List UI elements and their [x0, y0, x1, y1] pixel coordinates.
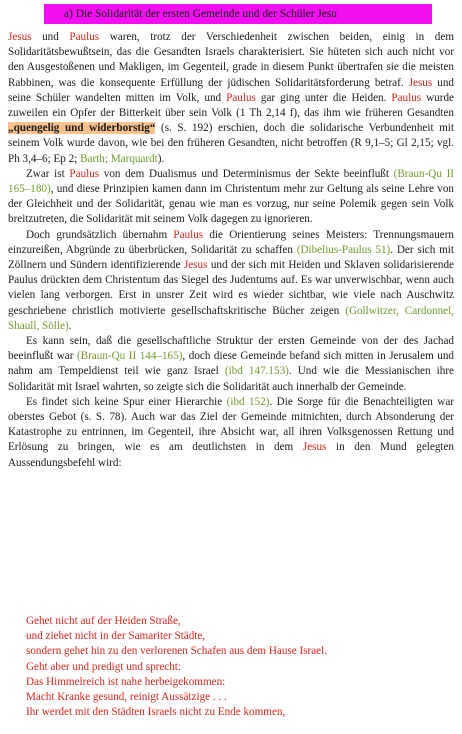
text-run: waren, trotz der Verschiedenheit zwischen beiden, einig in dem Solidaritätsbewußtsein, das die Gesandten Israels charakterisiert. Sie hüteten sich auch nicht vor den Ausgestoßenen und Makligen, im Gegenteil, grade in diesem Punkt übertrafen sie die meisten Rabbinen, was die konsequente Erfüllung der jüdischen Solidaritätsforderung betraf. [8, 31, 454, 89]
text-run: . [68, 319, 72, 332]
quote-line: sondern gehet hin zu den verlorenen Schafen aus dem Hause Israel. [26, 645, 327, 658]
person-name: Paulus [391, 91, 422, 104]
text-run: . Der sich mit Zöllnern und Sündern identifizierende [8, 243, 454, 272]
text-run: gar ging unter die Heiden. [255, 91, 392, 104]
person-name: Paulus [69, 31, 100, 43]
text-run: . Und wie die Messianischen ihre Solidarität mit Israel wahrten, so zeigte sich die Solidarität auch innerhalb der Gemeinde. [8, 365, 454, 393]
paragraph-3 [8, 228, 454, 334]
reference-citation: (ibd 152) [226, 395, 270, 408]
text-run: ). [157, 152, 165, 165]
paragraph-2 [8, 167, 454, 228]
text-run: . Die Sorge für die Benachteiligten war oberstes Gebot (s. S. 78). Auch war das Ziel der Gemeinde mitnichten, durch Absonderung der Katastrophe zu entrinnen, im Gegenteil, ihre Absicht war, all ihren Volksgenossen Rettung und Erlösung zu bringen, wie es am deutlichsten in dem [8, 395, 454, 454]
person-name: Jesus [408, 76, 433, 89]
text-run: in den Mund gelegten Aussendungsbefehl wird: [8, 441, 454, 469]
reference-citation: Barth; Marquardt [80, 152, 158, 165]
quote-line: Macht Kranke gesund, reinigt Aussätzige . . . [26, 691, 227, 704]
quote-line: und ziehet nicht in der Samariter Städte, [26, 630, 206, 643]
reference-citation: (Braun-Qu II 165–180) [8, 167, 455, 196]
text-run: Doch grundsätzlich übernahm [26, 228, 174, 241]
text-run: Es findet sich keine Spur einer Hierarchie [26, 395, 227, 408]
person-name: Paulus [173, 228, 204, 241]
quote-line: Gehet nicht auf der Heiden Straße, [26, 615, 181, 627]
paragraph-4 [8, 334, 454, 395]
quote-line: Geht aber und predigt und sprecht: [26, 660, 181, 673]
text-run: wurde zuweilen ein Opfer der Bitterkeit über sein Volk (1 Th 2,14 f), das ihm wie früheren Gesandten [8, 91, 454, 120]
text-run: die Orientierung seines Meisters: Trennungsmauern einzureißen, Abgründe zu überbrücken, Solidarität zu schaffen [8, 228, 454, 256]
person-name: Jesus [183, 259, 208, 272]
person-name: Jesus [302, 441, 327, 454]
person-name: Paulus [226, 91, 256, 104]
reference-citation: (Dibelius-Paulus 51) [296, 243, 391, 256]
person-name: Jesus [8, 31, 32, 43]
section-heading: a) Die Solidarität der ersten Gemeinde und der Schüler Jesu [44, 4, 432, 24]
paragraph-1 [8, 30, 454, 167]
sending-command-quote [26, 614, 327, 720]
paragraph-5 [8, 395, 454, 471]
highlighted-quote: „quengelig und widerborstig“ [8, 122, 156, 135]
reference-citation: (Gollwitzer, Cardonnel, Shaull, Sölle) [8, 304, 455, 332]
text-run: und seine Schüler wandelten mitten im Volk, und [8, 76, 454, 104]
quote-line: Das Himmelreich ist nahe herbeigekommen: [26, 675, 226, 688]
text-run: , und diese Prinzipien kamen dann im Christentum mehr zur Geltung als seine Lehre von der Gleichheit und der Solidarität, genau wie man es vorzug, nur seine Polemik gegen sein Volk breitzutreten, die Solidarität mit seinem Volk dagegen zu ignorieren. [8, 183, 454, 226]
text-run: , doch diese Gemeinde befand sich mitten in Jerusalem und nahm am Tempeldienst teil wie ganz Israel [8, 350, 455, 378]
reference-citation: (ibd 147.153) [224, 365, 289, 378]
text-run: und der sich mit Heiden und Sklaven solidarisierende Paulus drückten dem Christentum das Siegel des Judentums auf. Es war unverwischbar, wenn auch vielen lang verborgen. Erst in unsrer Zeit wird es wieder sichtbar, wie viele nach Auschwitz geschriebene christlich motivierte gesellschaftskritische Bücher zeigen [8, 259, 455, 317]
text-run: und [31, 31, 70, 43]
person-name: Paulus [69, 167, 100, 180]
text-run: Zwar ist [26, 167, 70, 180]
quote-line: Ihr werdet mit den Städten Israels nicht zu Ende kommen, [26, 706, 286, 719]
document-body [8, 30, 454, 471]
text-run: von dem Dualismus und Determinismus der Sekte beeinflußt [99, 167, 394, 180]
reference-citation: (Braun-Qu II 144–165) [76, 350, 183, 363]
text-run: (s. S. 192) erschien, doch die solidarische Verbundenheit mit seinem Volk wurde davon, wie bei den früheren Gesandten, nicht betroffen (R 9,1–5; Gl 2,15; vgl. Ph 3,4–6; Ep 2; [8, 122, 454, 165]
text-run: Es kann sein, daß die gesellschaftliche Struktur der ersten Gemeinde von der des Jachad beeinflußt war [8, 335, 454, 363]
